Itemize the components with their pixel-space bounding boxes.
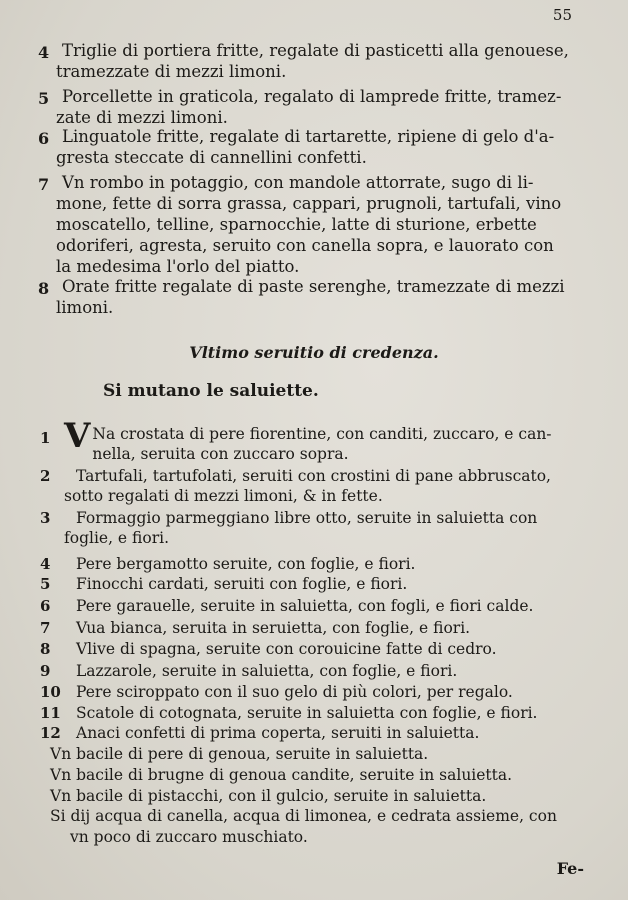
entry-line: moscatello, telline, sparnocchie, latte di sturione, erbette: [56, 215, 537, 234]
subheading: Si mutano le saluiette.: [103, 381, 319, 401]
catchword: Fe-: [556, 859, 584, 878]
item-line: Formaggio parmeggiano libre otto, seruite in saluietta con: [76, 509, 538, 527]
item-line: Pere bergamotto seruite, con foglie, e fiori.: [76, 555, 416, 573]
entry-line: Vn rombo in potaggio, con mandole attorrate, sugo di li-: [62, 173, 534, 192]
item-number: 1: [40, 429, 51, 447]
item-number: 9: [40, 662, 51, 680]
item-number: 11: [40, 704, 61, 722]
entry-line: mone, fette di sorra grassa, cappari, prugnoli, tartufali, vino: [56, 194, 562, 213]
entry-number: 8: [38, 279, 50, 298]
closing-line: Vn bacile di brugne di genoua candite, seruite in saluietta.: [50, 766, 513, 784]
entry-number: 5: [38, 89, 50, 108]
entry-line: Porcellette in graticola, regalato di lamprede fritte, tramez-: [62, 87, 562, 106]
entry-line: limoni.: [56, 298, 114, 317]
entry-line: la medesima l'orlo del piatto.: [56, 257, 300, 276]
page-number: 55: [552, 6, 572, 24]
entry-line: gresta steccate di cannellini confetti.: [56, 148, 367, 167]
item-line: Na crostata di pere fiorentine, con canditi, zuccaro, e can-: [92, 425, 552, 443]
entry-line: Triglie di portiera fritte, regalate di pasticetti alla genouese,: [62, 41, 569, 60]
entry-number: 4: [38, 43, 50, 62]
item-line: Vlive di spagna, seruite con corouicine fatte di cedro.: [76, 640, 497, 658]
entry-line: Orate fritte regalate di paste serenghe, tramezzate di mezzi: [62, 277, 565, 296]
item-line: Scatole di cotognata, seruite in saluietta con foglie, e fiori.: [76, 704, 538, 722]
item-number: 3: [40, 509, 51, 527]
item-line: Pere garauelle, seruite in saluietta, con fogli, e fiori calde.: [76, 597, 534, 615]
closing-line: vn poco di zuccaro muschiato.: [70, 828, 308, 846]
entry-line: odoriferi, agresta, seruito con canella sopra, e lauorato con: [56, 236, 554, 255]
drop-cap: V: [64, 416, 91, 456]
item-number: 12: [40, 724, 61, 742]
closing-line: Vn bacile di pistacchi, con il gulcio, seruite in saluietta.: [50, 787, 487, 805]
item-line: Pere sciroppato con il suo gelo di più colori, per regalo.: [76, 683, 513, 701]
entry-line: zate di mezzi limoni.: [56, 108, 228, 127]
item-line: nella, seruita con zuccaro sopra.: [92, 445, 349, 463]
item-line: Finocchi cardati, seruiti con foglie, e fiori.: [76, 575, 408, 593]
item-line: Tartufali, tartufolati, seruiti con crostini di pane abbruscato,: [76, 467, 551, 485]
section-heading: Vltimo seruitio di credenza.: [189, 343, 439, 362]
entry-line: Linguatole fritte, regalate di tartarette, ripiene di gelo d'a-: [62, 127, 555, 146]
closing-line: Si dij acqua di canella, acqua di limonea, e cedrata assieme, con: [50, 807, 557, 825]
item-line: foglie, e fiori.: [64, 529, 169, 547]
item-line: Anaci confetti di prima coperta, seruiti in saluietta.: [76, 724, 480, 742]
closing-line: Vn bacile di pere di genoua, seruite in saluietta.: [50, 745, 429, 763]
item-number: 6: [40, 597, 51, 615]
entry-number: 7: [38, 175, 50, 194]
entry-number: 6: [38, 129, 50, 148]
item-number: 10: [40, 683, 61, 701]
item-number: 4: [40, 555, 51, 573]
item-line: Vua bianca, seruita in seruietta, con foglie, e fiori.: [76, 619, 471, 637]
item-number: 8: [40, 640, 51, 658]
item-line: Lazzarole, seruite in saluietta, con foglie, e fiori.: [76, 662, 458, 680]
item-number: 5: [40, 575, 51, 593]
item-number: 2: [40, 467, 51, 485]
entry-line: tramezzate di mezzi limoni.: [56, 62, 287, 81]
item-line: sotto regalati di mezzi limoni, & in fette.: [64, 487, 383, 505]
item-number: 7: [40, 619, 51, 637]
